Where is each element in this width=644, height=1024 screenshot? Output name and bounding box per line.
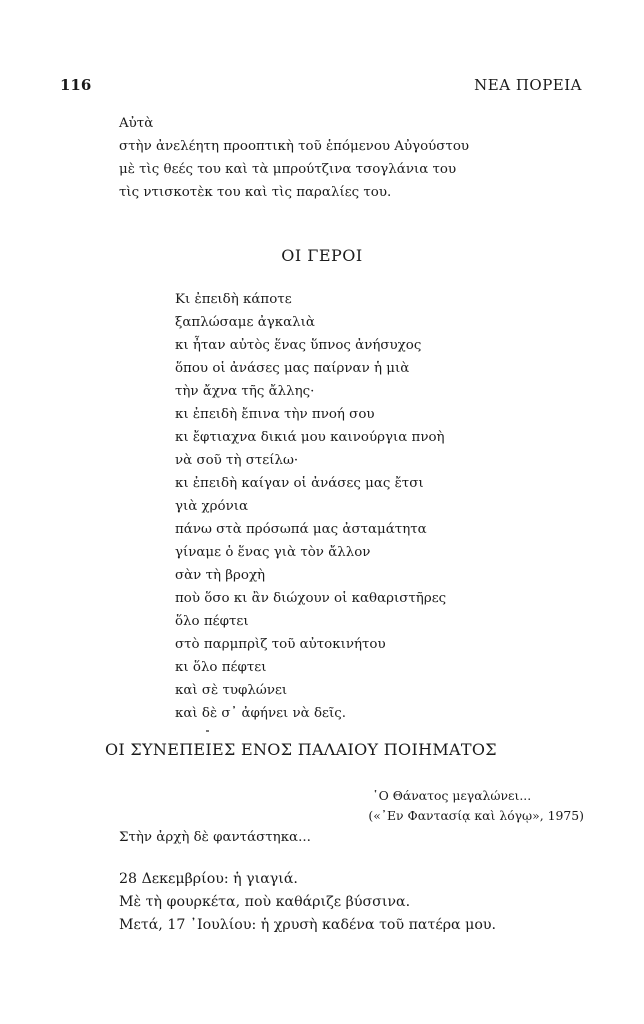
poem-line: κι ἐπειδὴ καίγαν οἱ ἀνάσες μας ἔτσι xyxy=(175,476,424,491)
epigraph-quote: ῾Ο Θάνατος μεγαλώνει... xyxy=(372,788,532,803)
poem-line: 28 Δεκεμβρίου: ἡ γιαγιά. xyxy=(119,871,298,887)
poem-line: Κι ἐπειδὴ κάποτε xyxy=(175,292,292,307)
poem-line: Μετά, 17 ᾿Ιουλίου: ἡ χρυσὴ καδένα τοῦ πατέρα μου. xyxy=(119,917,497,933)
poem-line: καὶ δὲ σ᾽ ἀφήνει νὰ δεῖς. xyxy=(175,706,346,721)
epigraph xyxy=(368,786,584,826)
intro-line: στὴν ἀνελέητη προοπτικὴ τοῦ ἑπόμενου Αὐγούστου xyxy=(119,139,470,154)
poem-line: Στὴν ἀρχὴ δὲ φαντάστηκα... xyxy=(119,830,311,845)
intro-line: μὲ τὶς θεές του καὶ τὰ μπρούτζινα τσογλάνια του xyxy=(119,162,457,177)
poem-title-oi-geroi: ΟΙ ΓΕΡΟΙ xyxy=(281,246,363,265)
poem-line: ὅλο πέφτει xyxy=(175,614,249,629)
poem-line: γίναμε ὁ ἕνας γιὰ τὸν ἄλλον xyxy=(175,545,371,560)
intro-line: τὶς ντισκοτὲκ του καὶ τὶς παραλίες του. xyxy=(119,185,392,200)
poem-opening-line xyxy=(119,826,311,849)
poem-line: ὅπου οἱ ἀνάσες μας παίρναν ἡ μιὰ xyxy=(175,361,410,376)
poem-line: νὰ σοῦ τὴ στείλω· xyxy=(175,453,299,468)
intro-line: Αὐτὰ xyxy=(119,116,154,131)
poem-line: ξαπλώσαμε ἀγκαλιὰ xyxy=(175,315,315,330)
poem-line: τὴν ἄχνα τῆς ἄλλης· xyxy=(175,384,315,399)
poem-line: Μὲ τὴ φουρκέτα, ποὺ καθάριζε βύσσινα. xyxy=(119,894,411,910)
poem-line: στὸ παρμπρὶζ τοῦ αὐτοκινήτου xyxy=(175,637,386,652)
poem-line: γιὰ χρόνια xyxy=(175,499,249,514)
poem-title-oi-synepeies: ΟΙ ΣΥΝΕΠΕΙΕΣ ΕΝΟΣ ΠΑΛΑΙΟΥ ΠΟΙΗΜΑΤΟΣ xyxy=(105,740,497,759)
poem-line: καὶ σὲ τυφλώνει xyxy=(175,683,288,698)
running-title: ΝΕΑ ΠΟΡΕΙΑ xyxy=(474,76,582,94)
poem-line: πάνω στὰ πρόσωπά μας ἀσταμάτητα xyxy=(175,522,427,537)
poem-line: σὰν τὴ βροχὴ xyxy=(175,568,266,583)
page-number: 116 xyxy=(60,76,92,94)
intro-stanza xyxy=(119,112,469,204)
epigraph-source: («᾿Εν Φαντασίᾳ καὶ λόγῳ», 1975) xyxy=(368,808,584,823)
poem-line: κι ὅλο πέφτει xyxy=(175,660,267,675)
poem-oi-geroi xyxy=(175,288,446,725)
print-speck xyxy=(206,730,209,732)
poem-line: ποὺ ὅσο κι ἂν διώχουν οἱ καθαριστῆρες xyxy=(175,591,447,606)
poem-synepeies-stanza xyxy=(119,868,496,937)
poem-line: κι ἦταν αὐτὸς ἕνας ὕπνος ἀνήσυχος xyxy=(175,338,422,353)
poem-line: κι ἔφτιαχνα δικιά μου καινούργια πνοὴ xyxy=(175,430,445,445)
poem-line: κι ἐπειδὴ ἔπινα τὴν πνοή σου xyxy=(175,407,375,422)
